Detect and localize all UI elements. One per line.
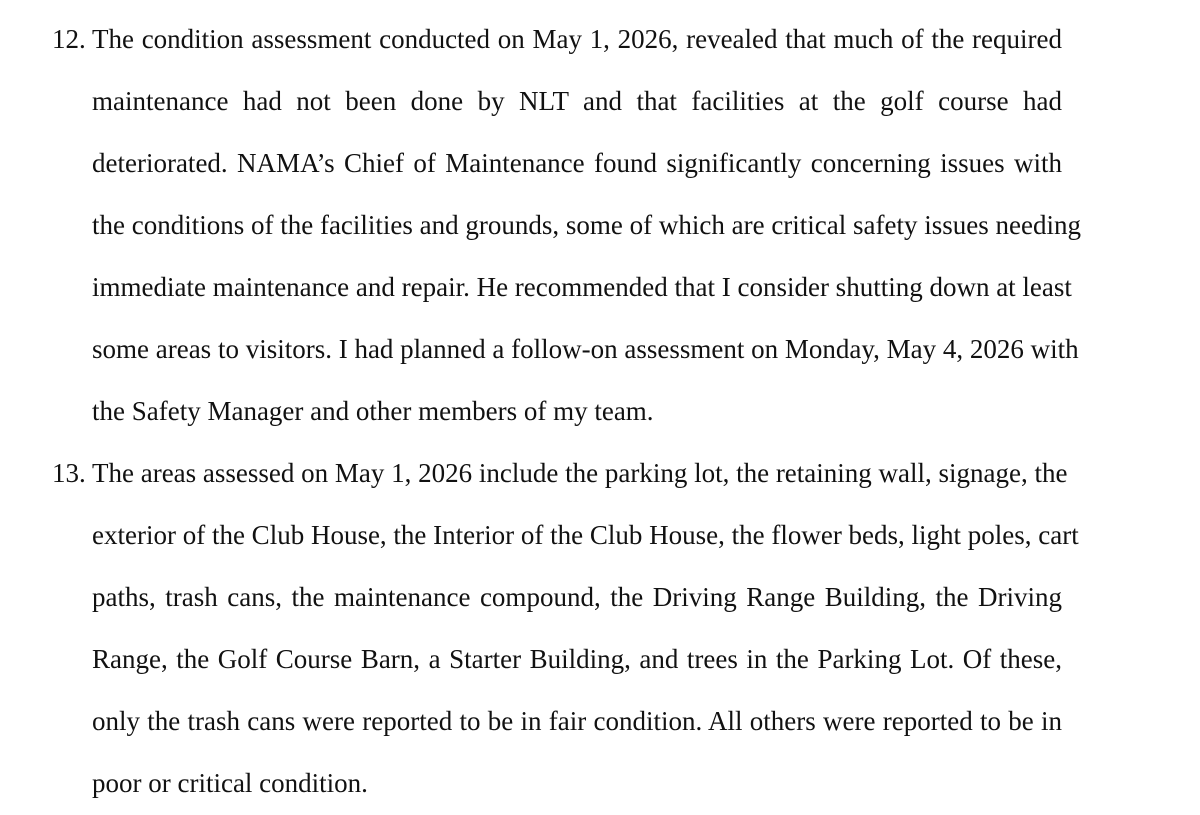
paragraph-line: poor or critical condition. — [92, 768, 368, 798]
paragraph-line: Range, the Golf Course Barn, a Starter Building, and trees in the Parking Lot. Of these, — [92, 644, 1062, 674]
paragraph-line: exterior of the Club House, the Interior of the Club House, the flower beds, light poles, cart — [92, 520, 1079, 550]
paragraph-line: immediate maintenance and repair. He recommended that I consider shutting down at least — [92, 272, 1072, 302]
paragraph-line: the conditions of the facilities and grounds, some of which are critical safety issues needing — [92, 210, 1081, 240]
paragraph-line: the Safety Manager and other members of my team. — [92, 396, 654, 426]
paragraph-line: maintenance had not been done by NLT and that facilities at the golf course had — [92, 86, 1062, 116]
paragraph-number: 12. — [52, 24, 86, 54]
paragraph-line: only the trash cans were reported to be in fair condition. All others were reported to be in — [92, 706, 1062, 736]
paragraph-line: The condition assessment conducted on May 1, 2026, revealed that much of the required — [92, 24, 1062, 54]
paragraph-line: deteriorated. NAMA’s Chief of Maintenance found significantly concerning issues with — [92, 148, 1062, 178]
paragraph-line: some areas to visitors. I had planned a follow-on assessment on Monday, May 4, 2026 with — [92, 334, 1079, 364]
paragraph-line: paths, trash cans, the maintenance compound, the Driving Range Building, the Driving — [92, 582, 1062, 612]
paragraph-line: The areas assessed on May 1, 2026 include the parking lot, the retaining wall, signage, the — [92, 458, 1068, 488]
paragraph-number: 13. — [52, 458, 86, 488]
